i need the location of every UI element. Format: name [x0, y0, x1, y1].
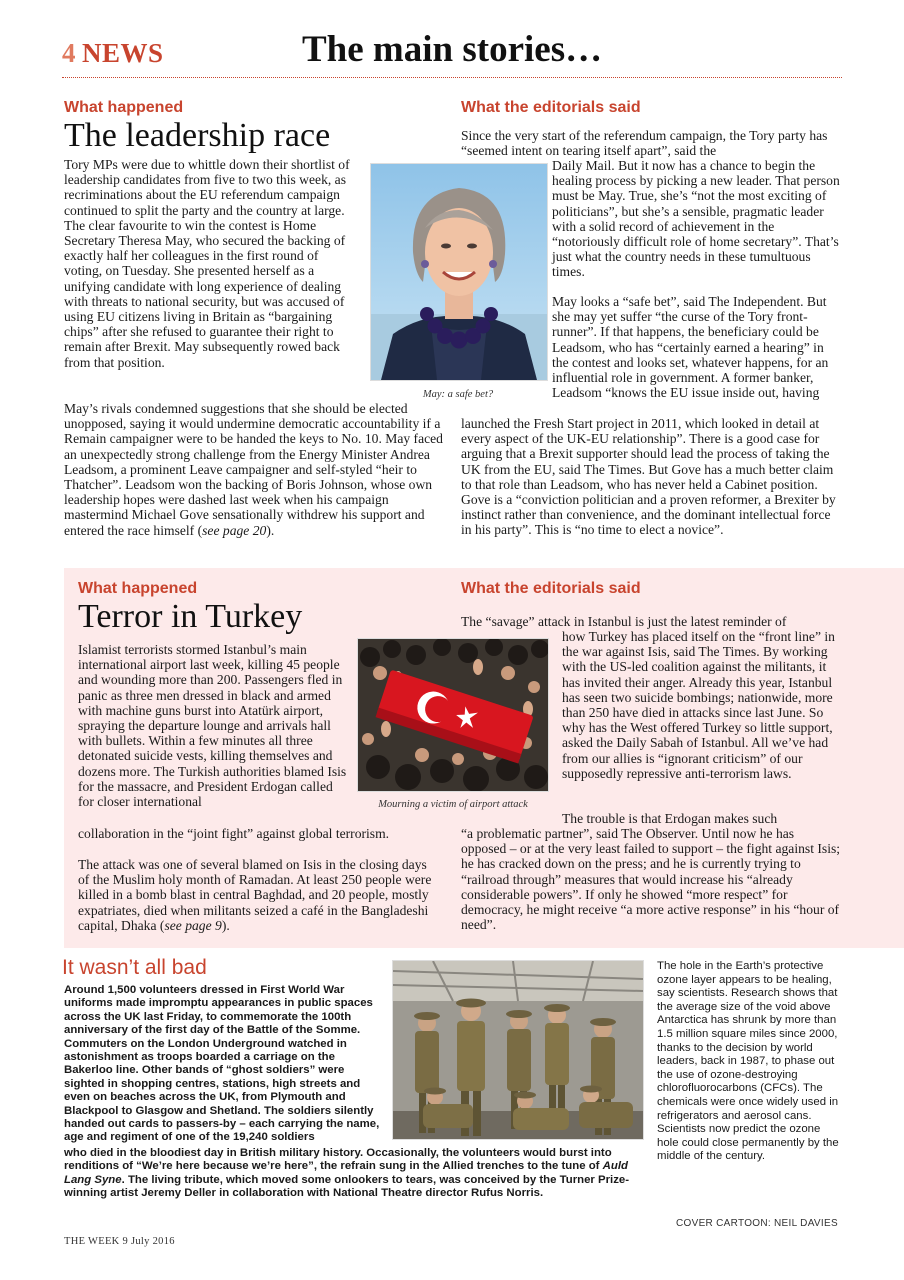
leadership-headline: The leadership race	[64, 117, 331, 154]
leadership-article-p2	[64, 401, 444, 538]
funeral-photo-caption: Mourning a victim of airport attack	[378, 799, 528, 810]
turkey-article-p1: Islamist terrorists stormed Istanbul’s main international airport last week, killing 45 people and wounding more than 200. Passengers fled in panic as three men dressed in black and armed with machine guns burst into Atatürk airport, spraying the departure lounge and arrivals hall with bullets. Within a few minutes all three detonated suicide vests, killing themselves and dozens more. The Turkish authorities blamed Isis for the massacre, and President Erdogan called for closer international	[78, 642, 347, 810]
turkey-article-p1-end: collaboration in the “joint fight” against global terrorism.	[78, 826, 390, 841]
mourners-image	[358, 639, 548, 791]
text: ).	[221, 917, 230, 933]
leadership-article-p1	[64, 157, 356, 370]
text: May’s rivals condemned suggestions that she should be elected unopposed, saying it would undermine democratic accountability if a Remain campaigner were to be handed the keys to No. 10. May faced an unexpectedly strong challenge from the Energy Minister Andrea Leadsom, a prominent Leave campaigner and self-styled “heir to Thatcher”. Leadsom won the backing of Boris Johnson, whose own leadership hopes were dashed last week when his campaign mastermind Michael Gove sensationally withdrew his support and entered the race himself (	[64, 401, 443, 538]
turkey-article-p2	[78, 857, 438, 933]
leadership-editorial-p2-side: May looks a “safe bet”, said The Independent. But she may yet suffer “the curse of the Tory front-runner”. If that happens, the beneficiary could be Leadsom, who has “certainly earned a hearing” in the contest and looks set, whatever happens, for an influential role in government. A former banker, Leadsom “knows the EU issue inside out, having	[552, 294, 829, 401]
turkey-editorial-p2: “a problematic partner”, said The Observer. Until now he has opposed – or at the very least failed to support – the fight against Isis; he has cracked down on the press; and he is currently trying to “railroad through” measures that would increase his “already considerable powers”. If only he showed “more respect” for democracy, he might receive “a more active response” in his “hour of need”.	[461, 826, 841, 933]
leadership-editorial-p2: launched the Fresh Start project in 2011, which looked in detail at every aspect of the UK-EU relationship”. There is a good case for arguing that a Brexit supporter should lead the process of taking the UK from the EU, said The Times. But Gove has a much better claim to that role than Leadsom, who has never held a Cabinet position. Gove is a “conviction politician and a proven reformer, a Brexiter by instinct rather than convenience, and the dominant intellectual force in his party”. This is “no time to elect a novice”.	[461, 416, 836, 538]
leadership-editorial-intro: Since the very start of the referendum campaign, the Tory party has “seemed intent on tearing itself apart”, said the	[461, 128, 828, 159]
text: ).	[266, 522, 275, 538]
leadership-editorial-p1: Daily Mail. But it now has a chance to begin the healing process by picking a new leader. That person must be May. True, she’s “not the most exciting of politicians”, but she’s a sensible, pragmatic leader with a solid record of achievement in the “notoriously difficult role of home secretary”. That’s just what the country needs in these tumultuous times.	[552, 158, 840, 280]
text: . The living tribute, which moved some onlookers to tears, was conceived by the Turner Prize-winning artist Jeremy Deller in collaboration with National Theatre director Rufus Norris.	[64, 1173, 630, 1200]
leadership-kicker: What happened	[64, 99, 184, 116]
portrait-image	[371, 164, 547, 380]
section-label: NEWS	[82, 38, 164, 68]
section-header	[62, 38, 164, 69]
paragraph: Tory MPs were due to whittle down their shortlist of leadership candidates from five to two this week, as recriminations about the EU referendum campaign continued to split the party and the country at large. The clear favourite to win the contest is Home Secretary Theresa May, who secured the backing of exactly half her colleagues in the first round of voting, on Tuesday. She presented herself as a unifying candidate with long experience of dealing with threats to national security, but was accused of using EU citizens living in Britain as “bargaining chips” after she refused to guarantee their right to remain after Brexit. May subsequently rowed back from that position.	[64, 157, 350, 370]
paragraph	[78, 857, 438, 933]
turkey-editorial-p1: how Turkey has placed itself on the “front line” in the war against Isis, said The Times. By working with the US-led coalition against the militants, it has invited their anger. Already this year, Istanbul has seen two suicide bombings; nationwide, more than 250 have died in attacks since last June. So why has the West offered Turkey so little support, asked the Daily Sabah of Istanbul. All we’ve had from our allies is “ignorant criticism” of our supposedly repressive anti-terrorism laws.	[562, 629, 835, 781]
issue-footer: THE WEEK 9 July 2016	[64, 1236, 175, 1247]
song-title: Auld Lang Syne	[64, 1160, 628, 1186]
ozone-layer-article: The hole in the Earth’s protective ozone layer appears to be healing, say scientists. Research shows that the average size of the void above Antarctica has shrunk by more than 1.5 million square miles since 2000, thanks to the decision by world leaders, back in 1987, to phase out the use of ozone-destroying chlorofluorocarbons (CFCs). The chemicals were once widely used in refrigerators and aerosol cans. Scientists now predict the ozone hole could close permanently by the middle of the century.	[657, 960, 839, 1163]
cover-cartoon-credit: COVER CARTOON: NEIL DAVIES	[676, 1218, 838, 1229]
ww1-soldiers-image	[393, 961, 643, 1139]
text: who died in the bloodiest day in British military history. Occasionally, the volunteers would burst into renditions of “We’re here because we’re here”, the refrain sung in the Allied trenches to the tune of	[64, 1147, 612, 1173]
theresa-may-photo	[370, 163, 548, 381]
paragraph	[64, 401, 444, 538]
page-reference: see page 9	[164, 917, 222, 933]
ghost-soldiers-article-cont	[64, 1147, 642, 1201]
header-divider	[62, 77, 842, 78]
page-title: The main stories…	[302, 29, 603, 70]
turkey-editorials-kicker: What the editorials said	[461, 580, 641, 597]
funeral-photo	[357, 638, 549, 792]
turkey-headline: Terror in Turkey	[78, 598, 303, 635]
text: The attack was one of several blamed on Isis in the closing days of the Muslim holy month of Ramadan. At least 250 people were killed in a bomb blast in central Baghdad, and 20 people, mostly expatriates, died when militants seized a café in the Bangladeshi capital, Dhaka (	[78, 857, 432, 933]
ghost-soldiers-article: Around 1,500 volunteers dressed in First World War uniforms made impromptu appearances in public spaces across the UK last Friday, to commemorate the 100th anniversary of the first day of the Battle of the Somme. Commuters on the London Underground watched in astonishment as troops boarded a carriage on the Bakerloo line. Other bands of “ghost soldiers” were sighted in shopping centres, stations, high streets and even on beaches across the UK, from Plymouth and Blackpool to Glasgow and Shetland. The soldiers silently handed out cards to passers-by – each carrying the name, age and regiment of one of the 19,240 soldiers	[64, 984, 380, 1144]
page-number: 4	[62, 38, 76, 68]
may-photo-caption: May: a safe bet?	[422, 389, 494, 400]
leadership-editorials-kicker: What the editorials said	[461, 99, 641, 116]
soldiers-photo	[392, 960, 644, 1140]
turkey-editorial-intro: The “savage” attack in Istanbul is just the latest reminder of	[461, 614, 787, 629]
turkey-kicker: What happened	[78, 580, 198, 597]
turkey-editorial-p2-side: The trouble is that Erdogan makes such	[562, 811, 778, 826]
page-reference: see page 20	[202, 522, 267, 538]
good-news-title: It wasn’t all bad	[62, 956, 207, 979]
